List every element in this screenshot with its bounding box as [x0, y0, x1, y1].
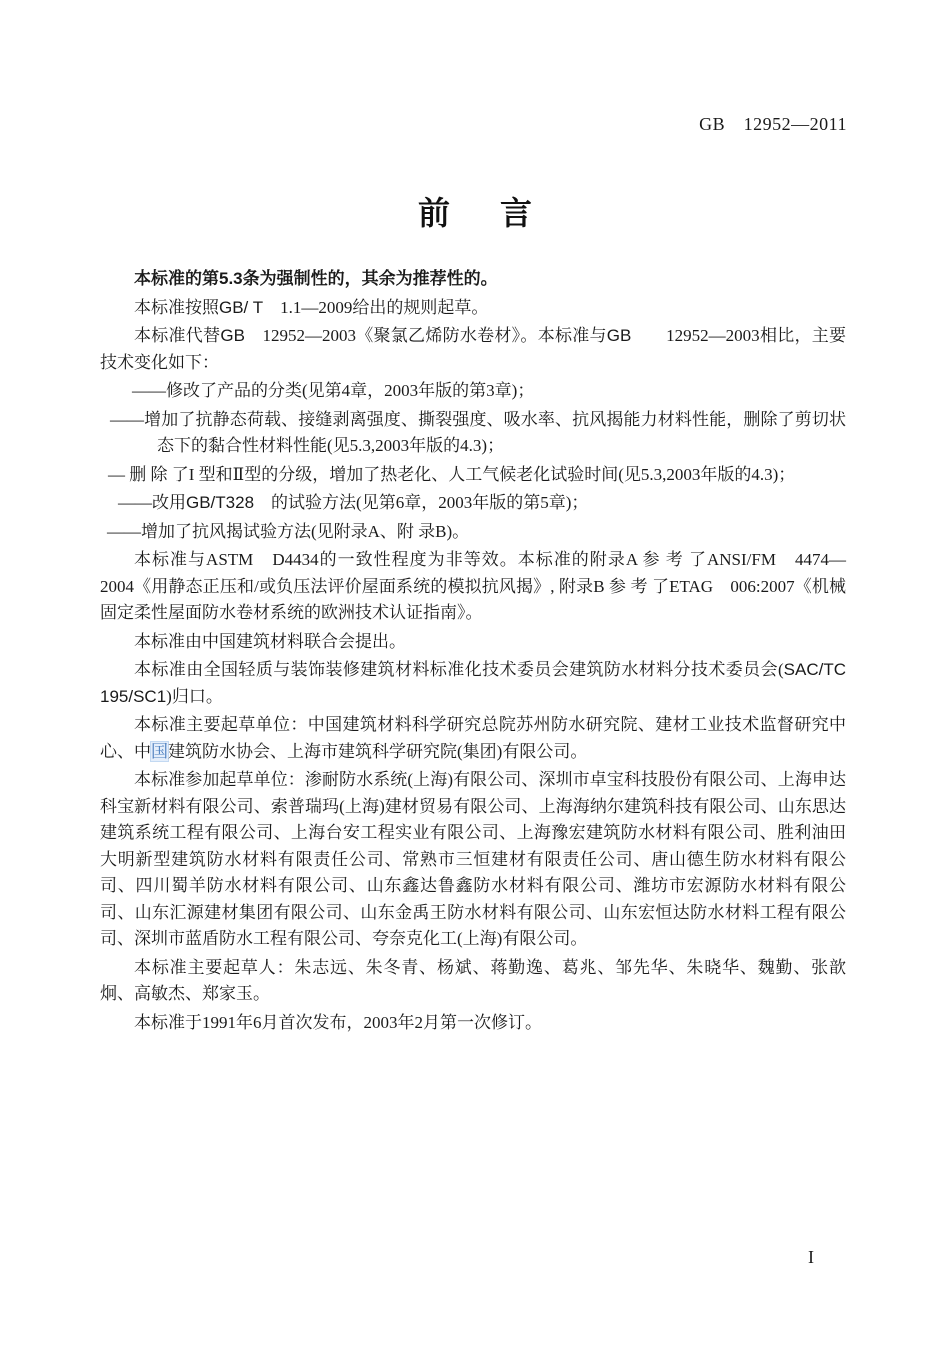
text-segment: 本标准按照 — [134, 297, 219, 317]
text-segment: 建筑防水协会、上海市建筑科学研究院(集团)有限公司。 — [168, 741, 588, 761]
text-segment: 本标准主要起草单位：中国建筑材料科学研究总院苏州防水研究院、建材工业技术监督研究中心、中 — [100, 715, 846, 761]
paragraph-change-classification — [100, 378, 846, 405]
text-segment: 本标准由全国轻质与装饰装修建筑材料标准化技术委员会建筑防水材料分技术委员会( — [134, 660, 784, 679]
text-segment: GB/ T — [219, 297, 264, 317]
text-segment: 本标准由中国建筑材料联合会提出。 — [134, 631, 406, 651]
text-segment: 本标准主要起草人：朱志远、朱冬青、杨斌、蒋勤逸、葛兆、邹先华、朱晓华、魏勤、张歆炯、高敏杰、郑家玉。 — [100, 957, 846, 1003]
paragraph-change-removed-grading — [100, 462, 846, 489]
highlighted-char: 国 — [151, 741, 168, 761]
text-segment: )归口。 — [166, 686, 223, 706]
text-segment: SAC/TC 195/SC1 — [100, 660, 863, 706]
paragraph-main-drafting-units — [100, 712, 846, 765]
paragraph-participating-units — [100, 767, 846, 953]
text-segment: 的试验方法(见第6章，2003年版的第5章)； — [254, 493, 589, 512]
text-segment: 本标准于1991年6月首次发布，2003年2月第一次修订。 — [134, 1012, 542, 1032]
text-segment: 本标准代替 — [134, 326, 221, 345]
text-segment: ——修改了产品的分类(见第4章，2003年版的第3章)； — [132, 381, 535, 400]
paragraph-under-jurisdiction — [100, 657, 863, 710]
text-segment: 12952—2003相比，主要技术变化如下： — [100, 326, 847, 372]
paragraph-mandatory-clause — [100, 266, 846, 293]
paragraph-astm-consistency — [100, 547, 846, 627]
standard-code: GB 12952—2011 — [699, 114, 847, 134]
text-segment: ——增加了抗静态荷载、接缝剥离强度、撕裂强度、吸水率、抗风揭能力材料性能，删除了剪切状态下的黏合性材料性能(见5.3,2003年版的4.3)； — [110, 409, 846, 455]
text-segment: 1.1—2009给出的规则起草。 — [263, 297, 489, 317]
page-number: I — [808, 1247, 814, 1267]
text-segment: GB — [220, 326, 245, 345]
text-segment: 本标准参加起草单位：渗耐防水系统(上海)有限公司、深圳市卓宝科技股份有限公司、上海申达科宝新材料有限公司、索普瑞玛(上海)建材贸易有限公司、上海海纳尔建筑科技有限公司、山东思达建筑系统工程有限公司、上海台安工程实业有限公司、上海豫宏建筑防水材料有限公司、胜利油田大明新型建筑防水材料有限责任公司、常熟市三恒建材有限责任公司、唐山德生防水材料有限公司、四川蜀羊防水材料有限公司、山东鑫达鲁鑫防水材料有限公司、潍坊市宏源防水材料有限公司、山东汇源建材集团有限公司、山东金禹王防水材料有限公司、山东宏恒达防水材料工程有限公司、深圳市蓝盾防水工程有限公司、夸奈克化工(上海)有限公司。 — [100, 770, 846, 948]
paragraph-proposed-by — [100, 629, 846, 656]
paragraph-change-test-method — [100, 490, 846, 517]
text-segment: GB/T328 — [186, 493, 255, 512]
paragraph-change-added-properties — [100, 407, 846, 460]
document-body — [100, 266, 863, 1038]
paragraph-main-drafters — [100, 955, 846, 1008]
text-segment: 12952—2003《聚氯乙烯防水卷材》。本标准与 — [244, 326, 607, 345]
text-segment: 本标准的第5.3条为强制性的，其余为推荐性的。 — [134, 269, 498, 288]
text-segment: GB — [606, 326, 632, 345]
paragraph-drafting-rule — [100, 295, 846, 322]
paragraph-publication-history — [100, 1010, 846, 1037]
paragraph-change-wind-uplift — [100, 519, 846, 546]
text-segment: ——增加了抗风揭试验方法(见附录A、附 录B)。 — [107, 521, 470, 541]
text-segment: — 删 除 了I 型和Ⅱ型的分级，增加了热老化、人工气候老化试验时间(见5.3,2003年版的4.3)； — [108, 464, 796, 484]
paragraph-replacement — [100, 323, 846, 376]
page-title: 前 言 — [418, 195, 541, 231]
text-segment: 本标准与ASTM D4434的一致性程度为非等效。本标准的附录A 参 考 了ANSI/FM 4474—2004《用静态正压和/或负压法评价屋面系统的模拟抗风揭》, 附录B 参 考 了ETAG 006:2007《机械固定柔性屋面防水卷材系统的欧洲技术认证指南》。 — [100, 550, 846, 622]
text-segment: ——改用 — [118, 493, 186, 512]
